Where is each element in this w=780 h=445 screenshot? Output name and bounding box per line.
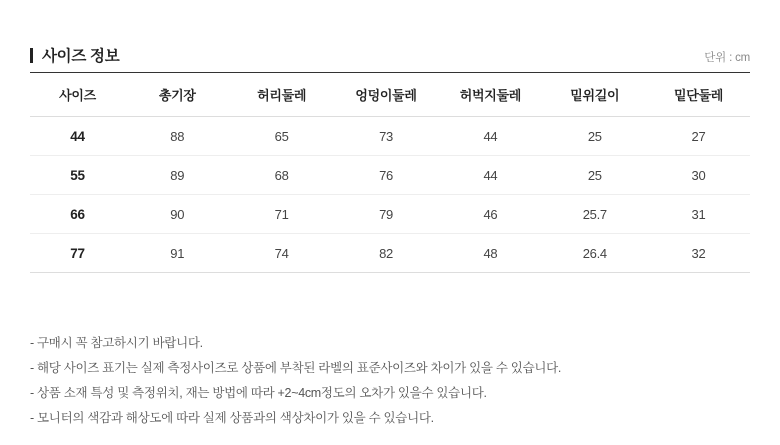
- size-table: [30, 72, 750, 273]
- table-row: [30, 117, 750, 156]
- cell-hem: 32: [647, 234, 750, 273]
- cell-total-length: 91: [125, 234, 229, 273]
- cell-waist: 68: [229, 156, 333, 195]
- column-header-hem: 밑단둘레: [647, 73, 750, 117]
- column-header-thigh: 허벅지둘레: [438, 73, 542, 117]
- table-row: [30, 156, 750, 195]
- cell-rise: 25: [543, 156, 647, 195]
- page-title-label: 사이즈 정보: [42, 48, 120, 65]
- cell-thigh: 48: [438, 234, 542, 273]
- cell-hip: 79: [334, 195, 438, 234]
- cell-waist: 65: [229, 117, 333, 156]
- cell-total-length: 90: [125, 195, 229, 234]
- cell-rise: 25.7: [543, 195, 647, 234]
- cell-total-length: 88: [125, 117, 229, 156]
- page-header: [30, 0, 750, 66]
- cell-thigh: 46: [438, 195, 542, 234]
- cell-rise: 25: [543, 117, 647, 156]
- cell-thigh: 44: [438, 156, 542, 195]
- table-row: [30, 234, 750, 273]
- cell-waist: 71: [229, 195, 333, 234]
- note-item: - 구매시 꼭 참고하시기 바랍니다.: [30, 336, 203, 350]
- cell-total-length: 89: [125, 156, 229, 195]
- cell-hem: 30: [647, 156, 750, 195]
- column-header-rise: 밑위길이: [543, 73, 647, 117]
- cell-rise: 26.4: [543, 234, 647, 273]
- cell-hem: 27: [647, 117, 750, 156]
- cell-hip: 73: [334, 117, 438, 156]
- note-item: - 상품 소재 특성 및 측정위치, 재는 방법에 따라 +2~4cm정도의 오차가 있을수 있습니다.: [30, 386, 487, 400]
- table-row: [30, 195, 750, 234]
- note-item: - 모니터의 색감과 해상도에 따라 실제 상품과의 색상차이가 있을 수 있습니다.: [30, 411, 434, 425]
- cell-hip: 82: [334, 234, 438, 273]
- notes-list: [30, 331, 750, 431]
- column-header-size: 사이즈: [30, 73, 125, 117]
- cell-size: 44: [30, 117, 125, 156]
- column-header-hip: 엉덩이둘레: [334, 73, 438, 117]
- unit-label: 단위 : cm: [704, 52, 750, 64]
- cell-size: 77: [30, 234, 125, 273]
- column-header-waist: 허리둘레: [229, 73, 333, 117]
- cell-hip: 76: [334, 156, 438, 195]
- page-title: [30, 44, 119, 66]
- cell-thigh: 44: [438, 117, 542, 156]
- table-header: [30, 73, 750, 117]
- cell-hem: 31: [647, 195, 750, 234]
- title-accent-bar: [30, 48, 33, 63]
- cell-size: 55: [30, 156, 125, 195]
- cell-waist: 74: [229, 234, 333, 273]
- table-header-row: [30, 73, 750, 117]
- column-header-total-length: 총기장: [125, 73, 229, 117]
- note-item: - 해당 사이즈 표기는 실제 측정사이즈로 상품에 부착된 라벨의 표준사이즈와 차이가 있을 수 있습니다.: [30, 361, 562, 375]
- table-body: [30, 117, 750, 273]
- cell-size: 66: [30, 195, 125, 234]
